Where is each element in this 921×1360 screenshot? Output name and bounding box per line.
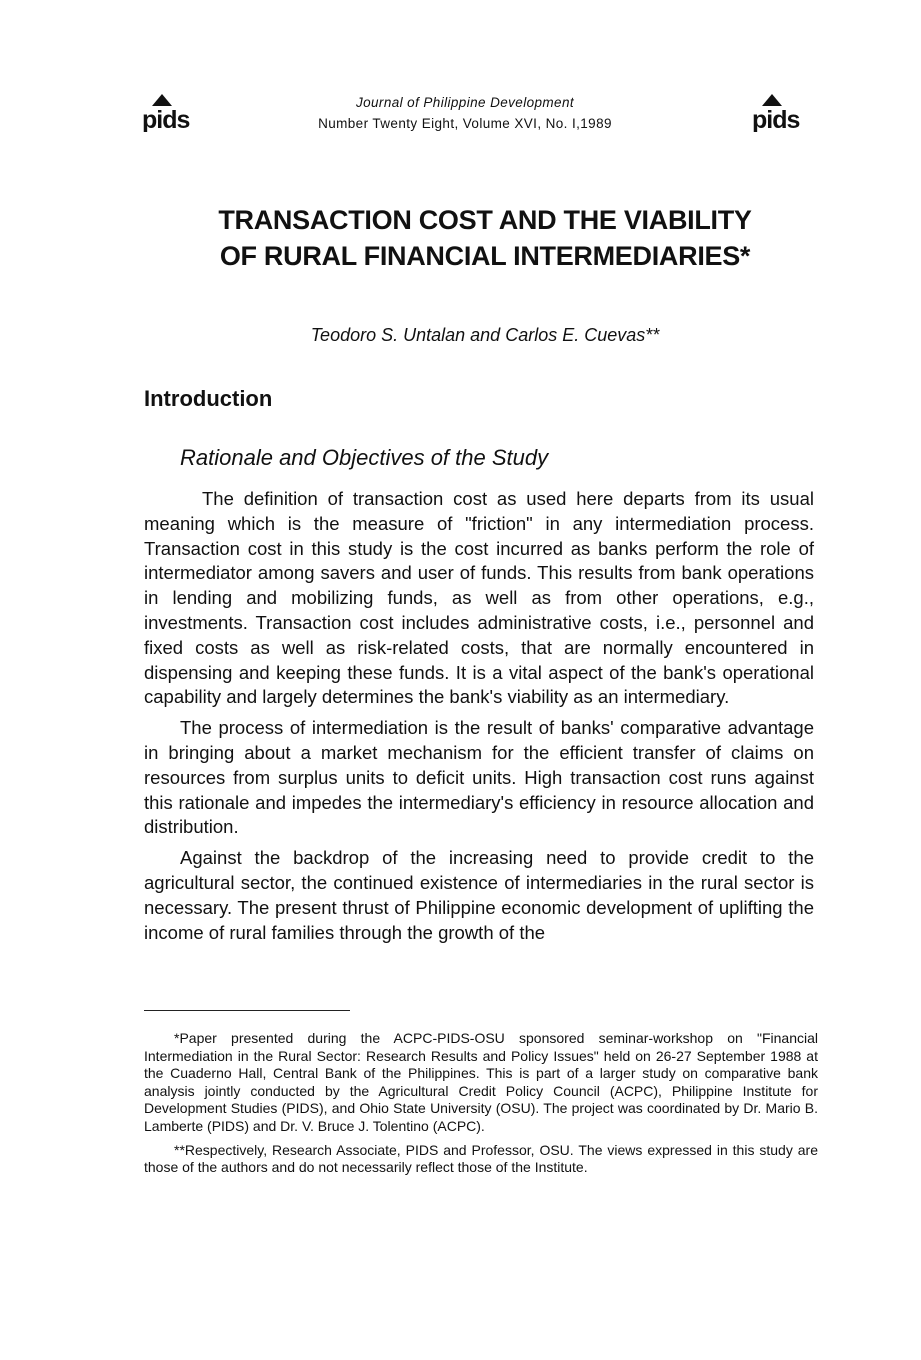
pids-logo-right (750, 92, 814, 132)
footnote: **Respectively, Research Associate, PIDS and Professor, OSU. The views expressed in this study are those of the authors and do not necessarily reflect those of the Institute. (144, 1141, 818, 1176)
footnotes (144, 1030, 818, 1183)
paragraph: The process of intermediation is the result of banks' comparative advantage in bringing about a market mechanism for the efficient transfer of claims on resources from surplus units to deficit units. High transaction cost runs against this rationale and impedes the intermediary's efficiency in resource allocation and distribution. (144, 717, 814, 838)
pids-logo-left (140, 92, 204, 132)
pids-logo-lettering: pids (142, 106, 190, 132)
paragraph: Against the backdrop of the increasing need to provide credit to the agricultural sector, the continued existence of intermediaries in the rural sector is necessary. The present thrust of Philippine economic development of uplifting the income of rural families through the growth of the (144, 847, 814, 943)
title-line-1: TRANSACTION COST AND THE VIABILITY (218, 205, 752, 235)
section-heading: Introduction (144, 386, 273, 411)
body-text (144, 487, 814, 951)
footnote: *Paper presented during the ACPC-PIDS-OSU sponsored seminar-workshop on "Financial Intermediation in the Rural Sector: Research Results and Policy Issues" held on 26-27 September 1988 at the Cuaderno Hall, Central Bank of the Philippines. This is part of a larger study on comparative bank analysis jointly conducted by the Agricultural Credit Policy Council (ACPC), Philippine Institute for Development Studies (PIDS), and Ohio State University (OSU). The project was coordinated by Dr. Mario B. Lamberte (PIDS) and Dr. V. Bruce J. Tolentino (ACPC). (144, 1030, 818, 1134)
footnote-divider (144, 1010, 350, 1011)
subsection-heading: Rationale and Objectives of the Study (180, 445, 549, 470)
pids-logo-icon (140, 92, 204, 132)
authors: Teodoro S. Untalan and Carlos E. Cuevas** (310, 325, 660, 345)
article-title (120, 202, 850, 274)
issue-info: Number Twenty Eight, Volume XVI, No. I,1989 (318, 116, 612, 131)
pids-logo-lettering: pids (752, 106, 800, 132)
journal-name: Journal of Philippine Development (355, 95, 575, 110)
title-line-2: OF RURAL FINANCIAL INTERMEDIARIES* (219, 241, 751, 271)
paragraph: The definition of transaction cost as used here departs from its usual meaning which is the measure of "friction" in any intermediation process. Transaction cost in this study is the cost incurred as banks perform the role of intermediator among savers and user of funds. This results from bank operations in lending and mobilizing funds, as well as from other operations, e.g., investments. Transaction cost includes administrative costs, i.e., personnel and fixed costs as well as risk-related costs, that are normally encountered in dispensing and keeping these funds. It is a vital aspect of the bank's operational capability and largely determines the bank's viability as an intermediary. (144, 488, 814, 708)
journal-header (280, 92, 650, 134)
pids-logo-icon (750, 92, 814, 132)
